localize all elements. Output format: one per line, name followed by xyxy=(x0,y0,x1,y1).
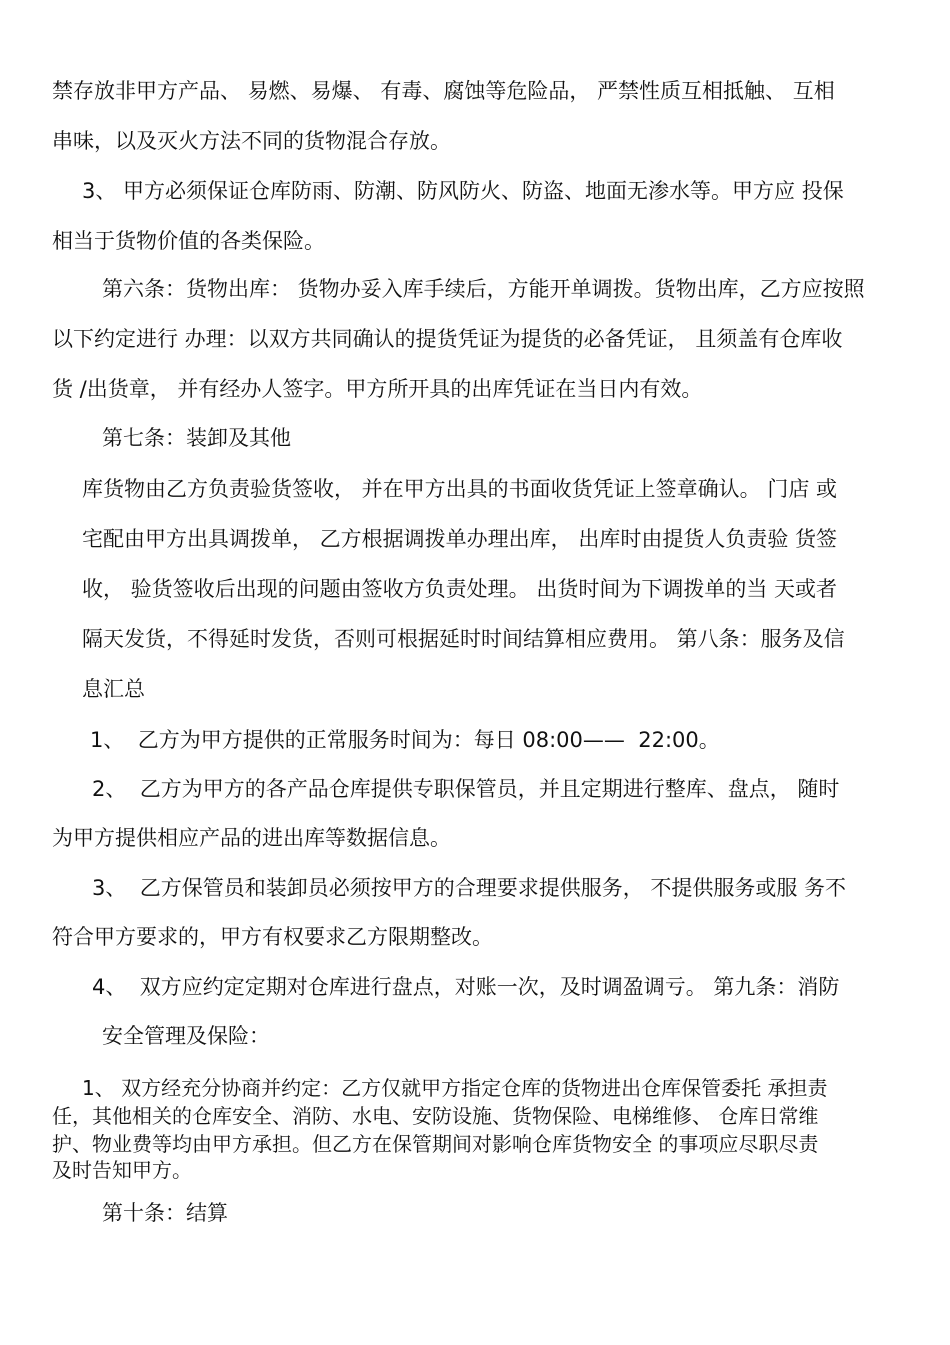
text-line: 为甲方提供相应产品的进出库等数据信息。 xyxy=(52,826,451,850)
text-line: 库货物由乙方负责验货签收， 并在甲方出具的书面收货凭证上签章确认。 门店 或 xyxy=(82,477,838,501)
text-line: 相当于货物价值的各类保险。 xyxy=(52,229,325,253)
text-line: 1、 双方经充分协商并约定：乙方仅就甲方指定仓库的货物进出仓库保管委托 承担责 xyxy=(82,1076,828,1100)
section-heading: 第七条：装卸及其他 xyxy=(102,426,291,450)
text-line: 息汇总 xyxy=(82,677,145,701)
text-line: 第六条：货物出库： 货物办妥入库手续后，方能开单调拨。货物出库，乙方应按照 xyxy=(102,277,865,301)
text-line: 宅配由甲方出具调拨单， 乙方根据调拨单办理出库， 出库时由提货人负责验 货签 xyxy=(82,527,838,551)
text-line: 3、 甲方必须保证仓库防雨、防潮、防风防火、防盗、地面无渗水等。甲方应 投保 xyxy=(82,179,844,203)
text-line: 护、物业费等均由甲方承担。但乙方在保管期间对影响仓库货物安全 的事项应尽职尽责 xyxy=(52,1132,819,1156)
text-line: 安全管理及保险： xyxy=(102,1024,270,1048)
text-line: 货 /出货章， 并有经办人签字。甲方所开具的出库凭证在当日内有效。 xyxy=(52,377,703,401)
text-line: 1、 乙方为甲方提供的正常服务时间为：每日 08:00—— 22:00。 xyxy=(90,728,720,752)
section-heading: 第十条：结算 xyxy=(102,1201,228,1225)
text-line: 及时告知甲方。 xyxy=(52,1158,192,1182)
text-line: 以下约定进行 办理：以双方共同确认的提货凭证为提货的必备凭证， 且须盖有仓库收 xyxy=(52,327,843,351)
text-line: 收， 验货签收后出现的问题由签收方负责处理。 出货时间为下调拨单的当 天或者 xyxy=(82,577,838,601)
text-line: 2、 乙方为甲方的各产品仓库提供专职保管员，并且定期进行整库、盘点， 随时 xyxy=(92,777,840,801)
text-line: 4、 双方应约定定期对仓库进行盘点，对账一次，及时调盈调亏。 第九条：消防 xyxy=(92,975,840,999)
text-line: 隔天发货，不得延时发货，否则可根据延时时间结算相应费用。 第八条：服务及信 xyxy=(82,627,845,651)
text-line: 符合甲方要求的，甲方有权要求乙方限期整改。 xyxy=(52,925,493,949)
text-line: 禁存放非甲方产品、 易燃、易爆、 有毒、腐蚀等危险品， 严禁性质互相抵触、 互相 xyxy=(52,79,835,103)
text-line: 任，其他相关的仓库安全、消防、水电、安防设施、货物保险、电梯维修、 仓库日常维 xyxy=(52,1104,819,1128)
text-line: 串味，以及灭火方法不同的货物混合存放。 xyxy=(52,129,451,153)
text-line: 3、 乙方保管员和装卸员必须按甲方的合理要求提供服务， 不提供服务或服 务不 xyxy=(92,876,847,900)
